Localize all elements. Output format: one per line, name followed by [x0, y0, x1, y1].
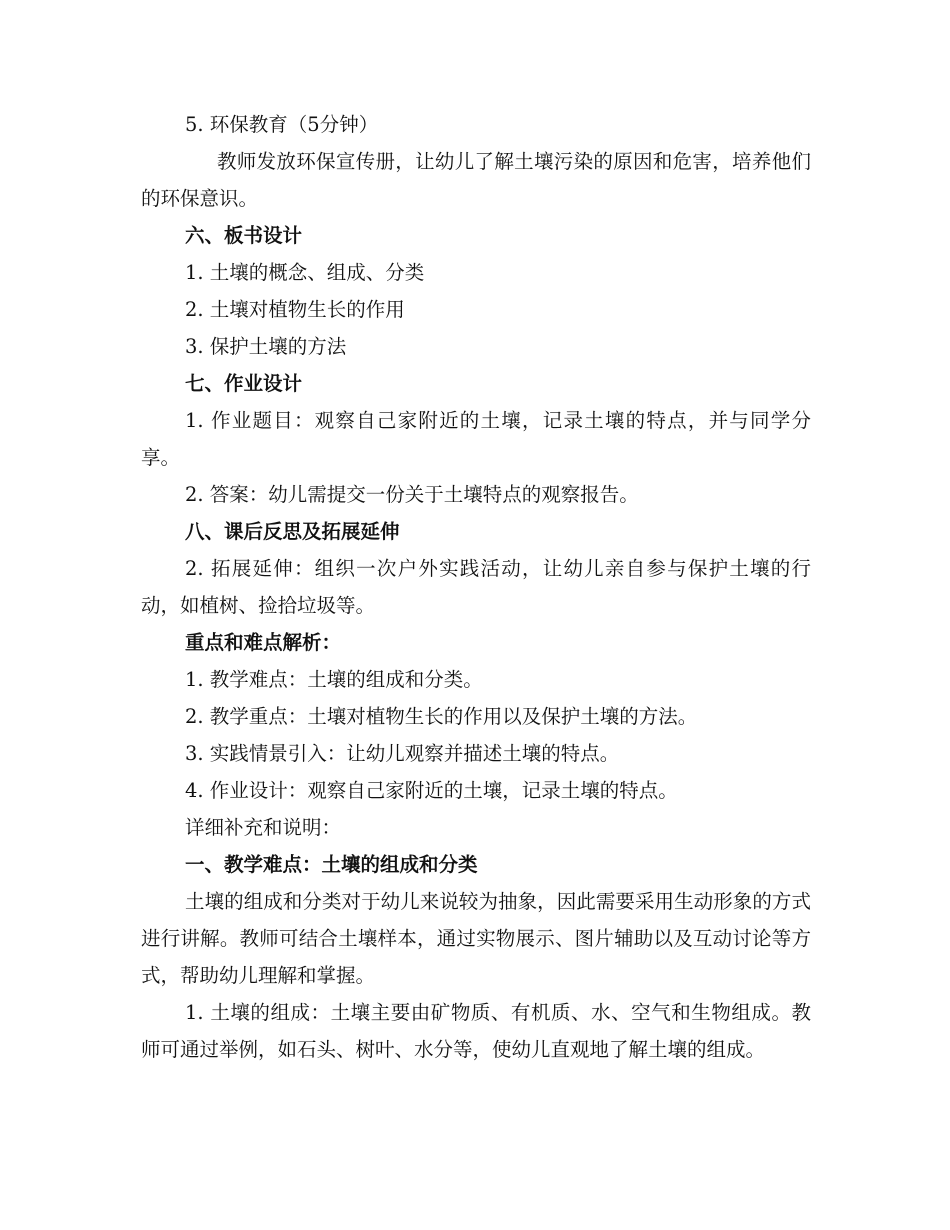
list-item-reflection-2: 2. 拓展延伸：组织一次户外实践活动，让幼儿亲自参与保护土壤的行动，如植树、捡拾垃圾等。 — [141, 557, 811, 617]
heading-key-difficult: 重点和难点解析： — [185, 631, 342, 654]
paragraph-env-education-body: 教师发放环保宣传册，让幼儿了解土壤污染的原因和危害，培养他们的环保意识。 — [141, 150, 811, 210]
paragraph-env-education: 5. 环保教育（5分钟） — [185, 113, 379, 136]
heading-board-design: 六、板书设计 — [185, 224, 303, 247]
heading-homework-design: 七、作业设计 — [185, 372, 303, 395]
paragraph-difficulty-body: 土壤的组成和分类对于幼儿来说较为抽象，因此需要采用生动形象的方式进行讲解。教师可结合土壤样本，通过实物展示、图片辅助以及互动讨论等方式，帮助幼儿理解和掌握。 — [141, 890, 811, 987]
heading-teaching-difficulty: 一、教学难点：土壤的组成和分类 — [185, 853, 478, 876]
list-item-homework-1: 1. 作业题目：观察自己家附近的土壤，记录土壤的特点，并与同学分享。 — [141, 409, 811, 469]
list-item-homework-2: 2. 答案：幼儿需提交一份关于土壤特点的观察报告。 — [185, 483, 639, 506]
list-item-soil-composition: 1. 土壤的组成：土壤主要由矿物质、有机质、水、空气和生物组成。教师可通过举例，如石头、树叶、水分等，使幼儿直观地了解土壤的组成。 — [141, 1001, 811, 1061]
list-item-board-2: 2. 土壤对植物生长的作用 — [185, 298, 405, 321]
list-item-board-1: 1. 土壤的概念、组成、分类 — [185, 261, 425, 284]
document-page — [141, 106, 811, 1068]
heading-reflection: 八、课后反思及拓展延伸 — [185, 520, 400, 543]
paragraph-supplement-label: 详细补充和说明： — [185, 816, 342, 839]
list-item-board-3: 3. 保护土壤的方法 — [185, 335, 347, 358]
list-item-key-1: 1. 教学难点：土壤的组成和分类。 — [185, 668, 483, 691]
list-item-key-2: 2. 教学重点：土壤对植物生长的作用以及保护土壤的方法。 — [185, 705, 698, 728]
list-item-key-4: 4. 作业设计：观察自己家附近的土壤，记录土壤的特点。 — [185, 779, 678, 802]
list-item-key-3: 3. 实践情景引入：让幼儿观察并描述土壤的特点。 — [185, 742, 620, 765]
